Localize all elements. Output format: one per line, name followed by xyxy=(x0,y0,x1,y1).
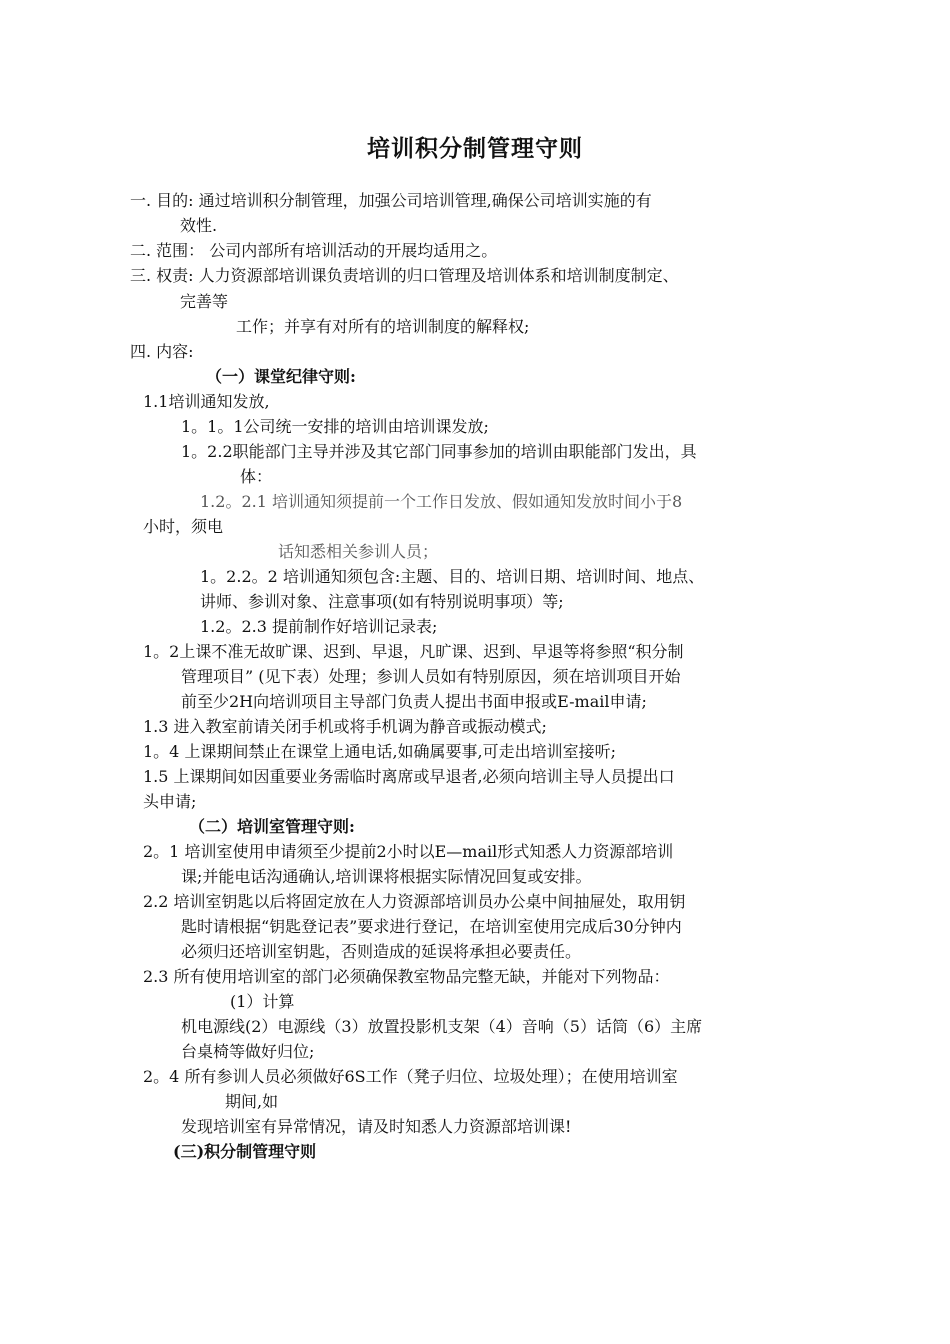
text-line: 1。2上课不准无故旷课、迟到、早退，凡旷课、迟到、早退等将参照“积分制 xyxy=(143,642,684,661)
text-line: 完善等 xyxy=(180,292,229,311)
text-line: 1.2。2.3 提前制作好培训记录表; xyxy=(200,617,438,636)
section-heading: （一）课堂纪律守则: xyxy=(206,367,356,386)
section-heading: (三)积分制管理守则 xyxy=(173,1142,317,1161)
document-title: 培训积分制管理守则 xyxy=(367,135,583,162)
text-line: 1.3 进入教室前请关闭手机或将手机调为静音或振动模式; xyxy=(143,717,547,736)
text-line: 2.3 所有使用培训室的部门必须确保教室物品完整无缺，并能对下列物品： xyxy=(143,967,670,986)
text-line: 1。1。1公司统一安排的培训由培训课发放; xyxy=(181,417,489,436)
text-line: (1）计算 xyxy=(230,992,295,1011)
text-line: 头申请; xyxy=(143,792,197,811)
text-line: 讲师、参训对象、注意事项(如有特别说明事项）等; xyxy=(200,592,564,611)
text-line: 1.5 上课期间如因重要业务需临时离席或早退者,必须向培训主导人员提出口 xyxy=(143,767,675,786)
text-line: 三. 权责: 人力资源部培训课负责培训的归口管理及培训体系和培训制度制定、 xyxy=(130,266,679,285)
text-line: 话知悉相关参训人员； xyxy=(278,542,439,561)
text-line: 匙时请根据“钥匙登记表”要求进行登记，在培训室使用完成后30分钟内 xyxy=(181,917,682,936)
text-line: 二. 范围： 公司内部所有培训活动的开展均适用之。 xyxy=(130,241,498,260)
text-line: 效性. xyxy=(180,216,218,235)
text-line: 工作；并享有对所有的培训制度的解释权; xyxy=(236,317,530,336)
text-line: 体： xyxy=(240,467,273,486)
text-line: 1。4 上课期间禁止在课堂上通电话,如确属要事,可走出培训室接听; xyxy=(143,742,617,761)
text-line: 台桌椅等做好归位; xyxy=(181,1042,315,1061)
text-line: 2。1 培训室使用申请须至少提前2小时以E—mail形式知悉人力资源部培训 xyxy=(143,842,674,861)
text-line: 管理项目” (见下表）处理；参训人员如有特别原因，须在培训项目开始 xyxy=(181,667,681,686)
text-line: 一. 目的: 通过培训积分制管理，加强公司培训管理,确保公司培训实施的有 xyxy=(130,191,652,210)
text-line: 1.2。2.1 培训通知须提前一个工作日发放、假如通知发放时间小于8 xyxy=(200,492,683,511)
text-line: 1。2.2职能部门主导并涉及其它部门同事参加的培训由职能部门发出，具 xyxy=(181,442,697,461)
text-line: 机电源线(2）电源线（3）放置投影机支架（4）音响（5）话筒（6）主席 xyxy=(181,1017,703,1036)
text-line: 前至少2H向培训项目主导部门负责人提出书面申报或E-mail申请; xyxy=(181,692,647,711)
text-line: 小时，须电 xyxy=(143,517,224,536)
section-heading: （二）培训室管理守则: xyxy=(189,817,355,836)
text-line: 2.2 培训室钥匙以后将固定放在人力资源部培训员办公桌中间抽屉处，取用钥 xyxy=(143,892,686,911)
text-line: 期间,如 xyxy=(225,1092,279,1111)
text-line: 2。4 所有参训人员必须做好6S工作（凳子归位、垃圾处理）；在使用培训室 xyxy=(143,1067,678,1086)
text-line: 发现培训室有异常情况，请及时知悉人力资源部培训课! xyxy=(181,1117,572,1136)
text-line: 课;并能电话沟通确认,培训课将根据实际情况回复或安排。 xyxy=(181,867,592,886)
text-line: 1。2.2。2 培训通知须包含:主题、目的、培训日期、培训时间、地点、 xyxy=(200,567,705,586)
text-line: 1.1培训通知发放, xyxy=(143,392,270,411)
text-line: 四. 内容: xyxy=(130,342,194,361)
text-line: 必须归还培训室钥匙，否则造成的延误将承担必要责任。 xyxy=(181,942,582,961)
